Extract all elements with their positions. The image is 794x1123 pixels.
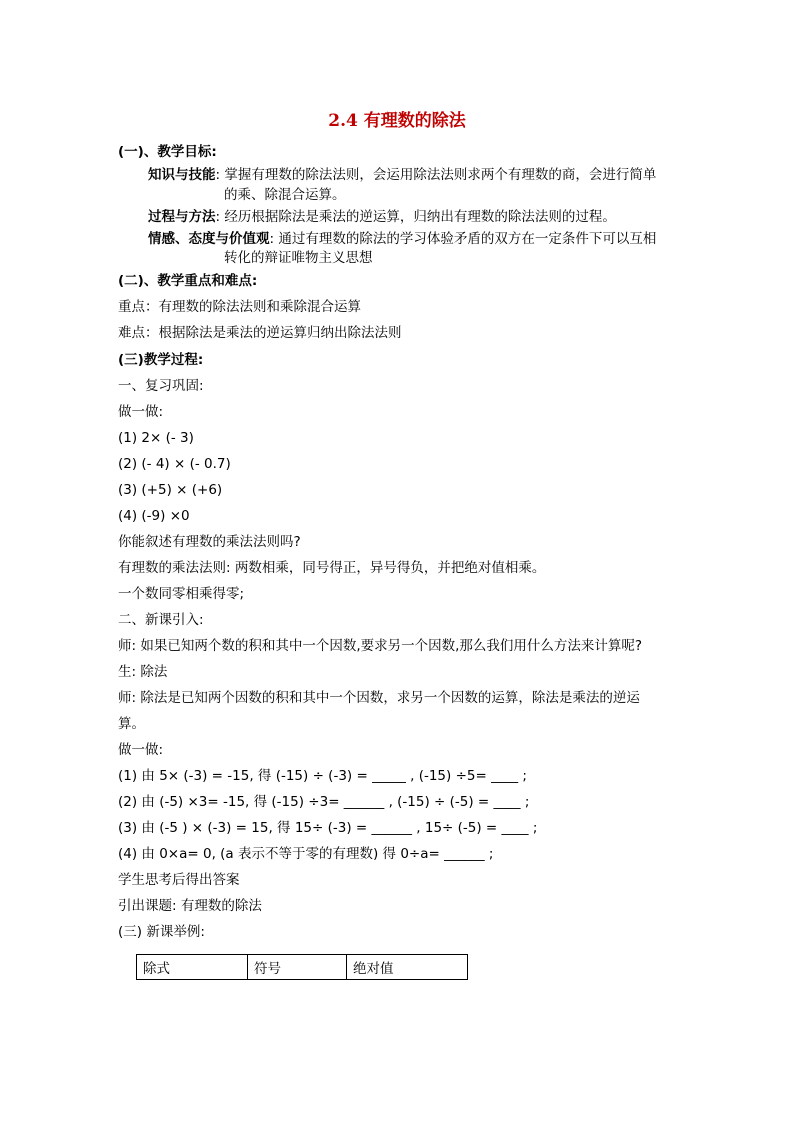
goal-attitude-label: 情感、态度与价值观 (148, 231, 270, 247)
section1-heading: (一)、教学目标: (118, 144, 217, 160)
teacher-line-1: 师: 如果已知两个数的积和其中一个因数,要求另一个因数,那么我们用什么方法来计算呢? (118, 638, 643, 654)
lead-topic: 引出课题: 有理数的除法 (118, 898, 262, 914)
teacher-line-2: 师: 除法是已知两个因数的积和其中一个因数，求另一个因数的运算，除法是乘法的逆运 (118, 690, 640, 706)
goal-process-label: 过程与方法 (148, 209, 216, 225)
multiplication-rule: 有理数的乘法法则: 两数相乘，同号得正，异号得负，并把绝对值相乘。 (118, 560, 546, 576)
list-item: (2) (- 4) × (- 0.7) (118, 456, 231, 472)
teacher-line-2-cont: 算。 (118, 716, 145, 732)
list-item: (1) 由 5× (-3) = -15, 得 (-15) ÷ (-3) = _____ , (-15) ÷5= ____ ; (118, 768, 527, 784)
list-item: (4) 由 0×a= 0, (a 表示不等于零的有理数) 得 0÷a= ______ ; (118, 846, 494, 862)
try-label-1: 做一做: (118, 404, 164, 420)
goal-attitude (148, 229, 656, 249)
question-text: 你能叙述有理数的乘法法则吗? (118, 534, 301, 550)
difficulty-text: 难点：根据除法是乘法的逆运算归纳出除法法则 (118, 325, 402, 341)
focus-text: 重点：有理数的除法法则和乘除混合运算 (118, 299, 361, 315)
goal-knowledge-cont: 的乘、除混合运算。 (224, 187, 346, 203)
list-item: (3) 由 (-5 ) × (-3) = 15, 得 15÷ (-3) = ______ , 15÷ (-5) = ____ ; (118, 820, 538, 836)
list-item: (4) (-9) ×0 (118, 508, 190, 524)
goal-attitude-cont: 转化的辩证唯物主义思想 (224, 250, 373, 266)
student-line-1: 生: 除法 (118, 664, 168, 680)
student-think: 学生思考后得出答案 (118, 872, 240, 888)
goal-process-text: : 经历根据除法是乘法的逆运算，归纳出有理数的除法法则的过程。 (215, 209, 616, 225)
list-item: (2) 由 (-5) ×3= -15, 得 (-15) ÷3= ______ , (-15) ÷ (-5) = ____ ; (118, 794, 530, 810)
review-heading: 一、复习巩固: (118, 378, 204, 394)
new-lesson-heading: 二、新课引入: (118, 612, 204, 628)
table-header-cell: 除式 (137, 955, 248, 980)
table-header-cell: 绝对值 (347, 955, 468, 980)
example-heading: (三) 新课举例: (118, 924, 205, 940)
goal-knowledge (148, 165, 656, 185)
try-label-2: 做一做: (118, 742, 164, 758)
goal-process (148, 207, 616, 227)
division-table (136, 954, 468, 980)
zero-rule: 一个数同零相乘得零; (118, 586, 245, 602)
section3-heading: (三)教学过程: (118, 352, 204, 368)
list-item: (1) 2× (- 3) (118, 430, 194, 446)
table-header-cell: 符号 (248, 955, 347, 980)
goal-attitude-text: : 通过有理数的除法的学习体验矛盾的双方在一定条件下可以互相 (269, 231, 657, 247)
goal-knowledge-text: : 掌握有理数的除法法则，会运用除法法则求两个有理数的商，会进行简单 (215, 167, 657, 183)
table-header-row (137, 955, 468, 980)
page-title: 2.4 有理数的除法 (328, 111, 466, 131)
section2-heading: (二)、教学重点和难点: (118, 273, 258, 289)
list-item: (3) (+5) × (+6) (118, 482, 223, 498)
goal-knowledge-label: 知识与技能 (148, 167, 216, 183)
